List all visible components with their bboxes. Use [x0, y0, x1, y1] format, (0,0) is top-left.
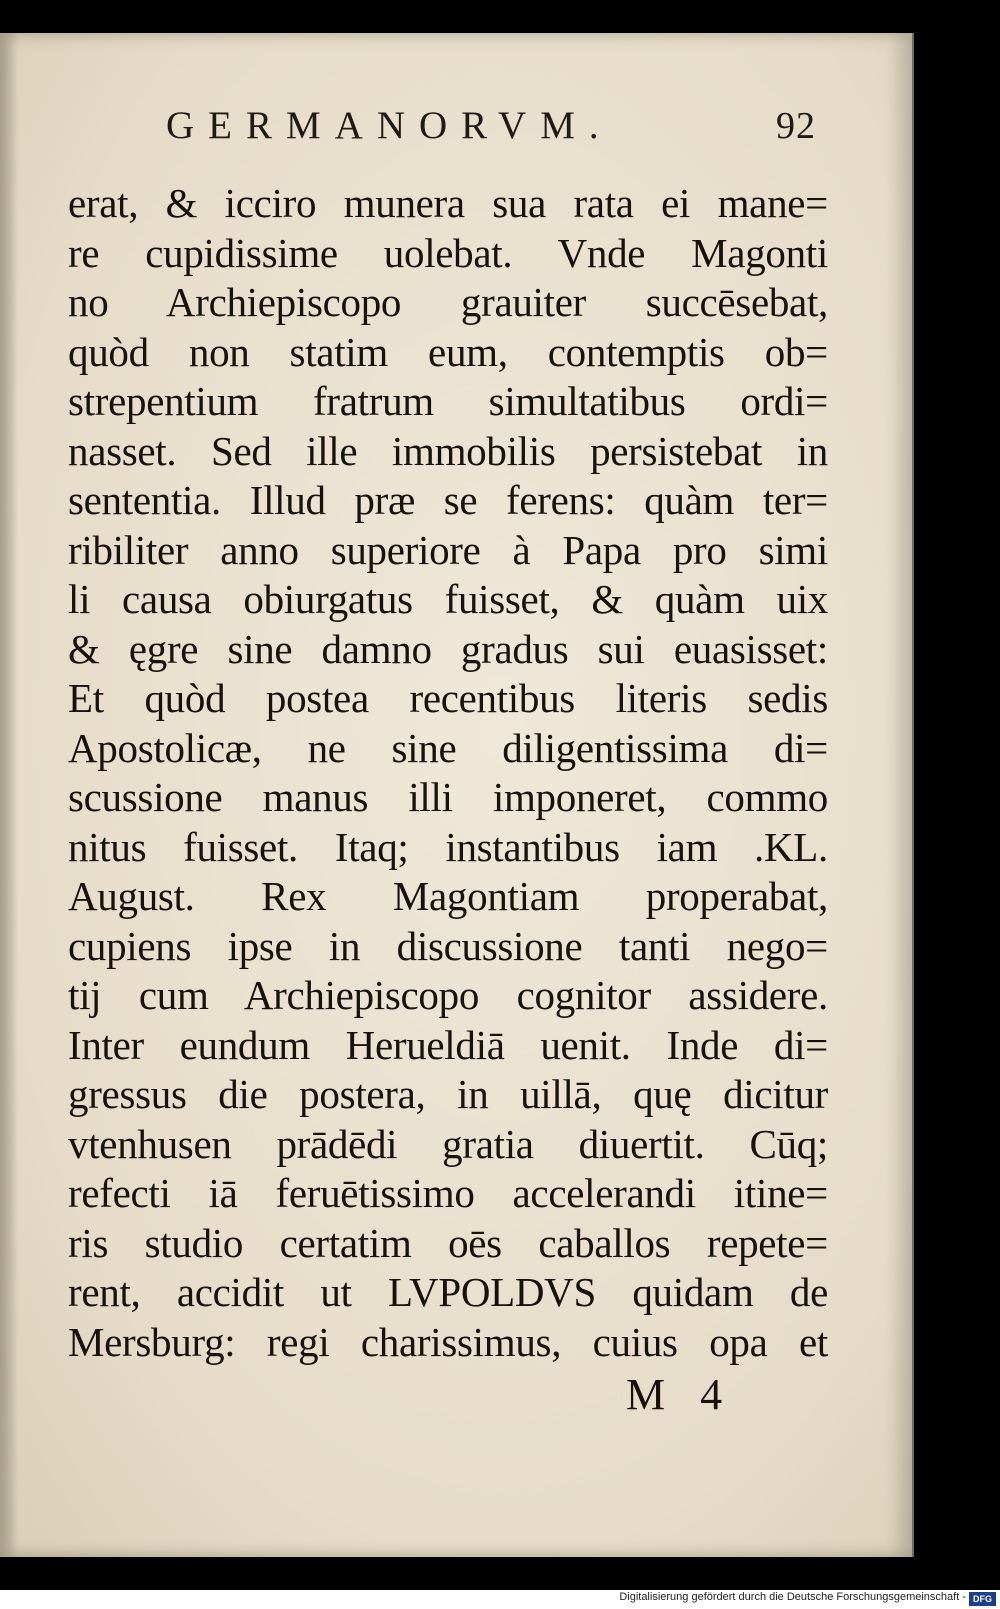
- text-line: tij cum Archiepiscopo cognitor assidere.: [68, 972, 828, 1018]
- running-head: [166, 103, 816, 163]
- running-title: GERMANORVM.: [166, 104, 613, 147]
- text-line: gressus die postera, in uillā, quę dicitur: [68, 1071, 828, 1117]
- text-line: Apostolicæ, ne sine diligentissima di=: [68, 724, 828, 771]
- text-line: cupiens ipse in discussione tanti nego=: [68, 922, 828, 969]
- text-line: strepentium fratrum simultatibus ordi=: [68, 378, 828, 424]
- text-line: nitus fuisset. Itaq; instantibus iam .KL.: [68, 823, 828, 870]
- text-line: Inter eundum Herueldiā uenit. Inde di=: [68, 1021, 828, 1068]
- text-line: quòd non statim eum, contemptis ob=: [68, 328, 828, 375]
- book-page: [0, 33, 914, 1557]
- text-line: vtenhusen prādēdi gratia diuertit. Cūq;: [68, 1120, 828, 1167]
- text-line: scussione manus illi imponeret, commo: [68, 774, 828, 820]
- text-line: no Archiepiscopo grauiter succēsebat,: [68, 279, 828, 325]
- text-line: li causa obiurgatus fuisset, & quàm uix: [68, 576, 828, 622]
- text-line: & ęgre sine damno gradus sui euasisset:: [68, 625, 828, 672]
- text-line: re cupidissime uolebat. Vnde Magonti: [68, 229, 828, 276]
- text-line: ribiliter anno superiore à Papa pro simi: [68, 526, 828, 573]
- text-line: refecti iā feruētissimo accelerandi itine=: [68, 1170, 828, 1216]
- page-number: 92: [776, 105, 816, 147]
- text-line: sententia. Illud præ se ferens: quàm ter=: [68, 477, 828, 523]
- signature-mark: M 4: [626, 1370, 735, 1419]
- text-block: [68, 179, 828, 1367]
- text-line: Et quòd postea recentibus literis sedis: [68, 675, 828, 721]
- text-line: rent, accidit ut LVPOLDVS quidam de: [68, 1269, 828, 1315]
- text-line: erat, & icciro munera sua rata ei mane=: [68, 180, 828, 226]
- funding-credit: Digitalisierung gefördert durch die Deutsche Forschungsgemeinschaft -: [619, 1591, 966, 1603]
- text-line: ris studio certatim oēs caballos repete=: [68, 1219, 828, 1266]
- text-line: Mersburg: regi charissimus, cuius opa et: [68, 1318, 828, 1365]
- text-line: nasset. Sed ille immobilis persistebat in: [68, 427, 828, 474]
- text-line: August. Rex Magontiam properabat,: [68, 873, 828, 919]
- dfg-logo-icon: DFG: [969, 1592, 996, 1606]
